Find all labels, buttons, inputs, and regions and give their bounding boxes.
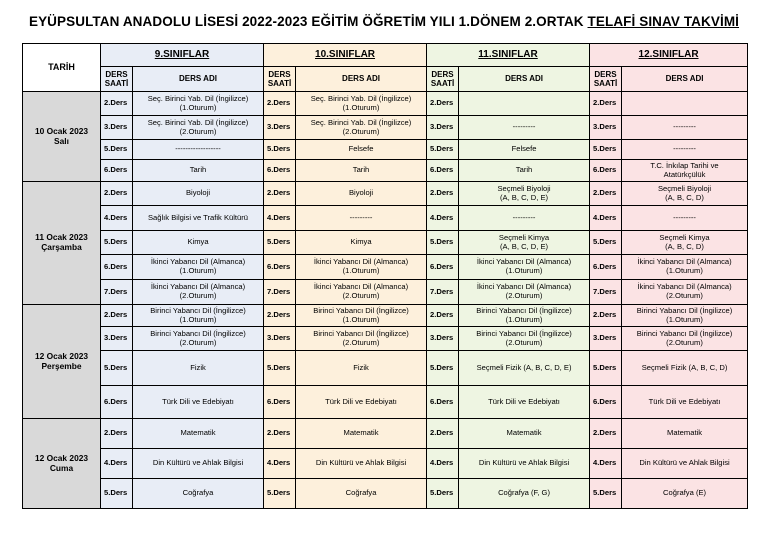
- ders-saati-cell: 3.Ders: [264, 116, 296, 140]
- ders-saati-cell: 5.Ders: [264, 479, 296, 509]
- ders-adi-cell: Fizik: [296, 351, 427, 386]
- ders-adi-cell: İkinci Yabancı Dil (Almanca) (2.Oturum): [133, 280, 264, 305]
- ders-saati-cell: 5.Ders: [264, 351, 296, 386]
- ders-saati-cell: 5.Ders: [590, 231, 622, 255]
- ders-saati-cell: 6.Ders: [264, 255, 296, 280]
- ders-adi-cell: Türk Dili ve Edebiyatı: [133, 386, 264, 419]
- subheader-row: [23, 67, 748, 92]
- table-row: [23, 479, 748, 509]
- grade-9-header: 9.SINIFLAR: [101, 44, 264, 67]
- ders-saati-cell: 2.Ders: [590, 305, 622, 327]
- ders-adi-cell: Felsefe: [459, 140, 590, 160]
- ders-adi-cell: ---------: [622, 206, 748, 231]
- ders-adi-cell: Coğrafya: [133, 479, 264, 509]
- ders-adi-cell: Birinci Yabancı Dil (İngilizce) (2.Oturum): [459, 327, 590, 351]
- exam-schedule-table: [22, 43, 748, 509]
- ders-adi-cell: Birinci Yabancı Dil (İngilizce) (1.Oturum): [133, 305, 264, 327]
- grade-header-row: [23, 44, 748, 67]
- ders-adi-cell: Din Kültürü ve Ahlak Bilgisi: [133, 449, 264, 479]
- ders-adi-cell: Türk Dili ve Edebiyatı: [622, 386, 748, 419]
- table-row: [23, 327, 748, 351]
- ders-adi-cell: ---------: [459, 116, 590, 140]
- ders-saati-cell: 5.Ders: [590, 479, 622, 509]
- ders-adi-cell: İkinci Yabancı Dil (Almanca) (2.Oturum): [622, 280, 748, 305]
- ders-adi-cell: Türk Dili ve Edebiyatı: [296, 386, 427, 419]
- ders-adi-cell: İkinci Yabancı Dil (Almanca) (1.Oturum): [622, 255, 748, 280]
- table-row: [23, 280, 748, 305]
- ders-saati-cell: 5.Ders: [590, 140, 622, 160]
- ders-adi-cell: Seçmeli Biyoloji (A, B, C, D): [622, 182, 748, 206]
- ders-saati-cell: 6.Ders: [427, 386, 459, 419]
- ders-saati-cell: 2.Ders: [590, 419, 622, 449]
- ders-saati-cell: 4.Ders: [101, 206, 133, 231]
- ders-saati-cell: 3.Ders: [590, 116, 622, 140]
- table-row: [23, 116, 748, 140]
- ders-saati-cell: 7.Ders: [427, 280, 459, 305]
- ders-adi-cell: Seç. Birinci Yab. Dil (İngilizce) (2.Oturum): [296, 116, 427, 140]
- ders-adi-cell: ------------------: [133, 140, 264, 160]
- ders-saati-cell: 6.Ders: [101, 255, 133, 280]
- ders-saati-cell: 6.Ders: [101, 386, 133, 419]
- ders-adi-cell: Matematik: [296, 419, 427, 449]
- title-main: EYÜPSULTAN ANADOLU LİSESİ 2022-2023 EĞİTİM ÖĞRETİM YILI 1.DÖNEM 2.ORTAK: [28, 14, 588, 29]
- ders-adi-cell: Fizik: [133, 351, 264, 386]
- table-row: [23, 305, 748, 327]
- ders-adi-cell: Din Kültürü ve Ahlak Bilgisi: [459, 449, 590, 479]
- ders-adi-cell: [459, 92, 590, 116]
- ders-adi-cell: Coğrafya (E): [622, 479, 748, 509]
- ders-adi-cell: Tarih: [459, 160, 590, 182]
- ders-adi-cell: Seçmeli Kimya (A, B, C, D, E): [459, 231, 590, 255]
- ders-saati-cell: 5.Ders: [101, 231, 133, 255]
- ders-adi-cell: Birinci Yabancı Dil (İngilizce) (1.Oturum): [622, 305, 748, 327]
- table-row: [23, 419, 748, 449]
- ders-adi-cell: Birinci Yabancı Dil (İngilizce) (1.Oturum): [296, 305, 427, 327]
- ders-saati-cell: 2.Ders: [264, 305, 296, 327]
- ders-saati-cell: 2.Ders: [427, 182, 459, 206]
- ders-saati-cell: 3.Ders: [590, 327, 622, 351]
- table-row: [23, 255, 748, 280]
- ders-saati-cell: 2.Ders: [427, 305, 459, 327]
- ders-saati-cell: 2.Ders: [264, 182, 296, 206]
- ders-saati-cell: 6.Ders: [590, 255, 622, 280]
- ders-saati-cell: 5.Ders: [264, 231, 296, 255]
- ders-adi-cell: Seçmeli Kimya (A, B, C, D): [622, 231, 748, 255]
- ders-saati-cell: 2.Ders: [101, 182, 133, 206]
- ders-saati-cell: 5.Ders: [427, 351, 459, 386]
- page-title: [0, 14, 768, 29]
- ders-adi-header: DERS ADI: [622, 67, 748, 92]
- ders-adi-cell: Felsefe: [296, 140, 427, 160]
- ders-saati-cell: 5.Ders: [590, 351, 622, 386]
- table-row: [23, 386, 748, 419]
- grade-10-header: 10.SINIFLAR: [264, 44, 427, 67]
- ders-adi-cell: Kimya: [133, 231, 264, 255]
- ders-adi-cell: Tarih: [296, 160, 427, 182]
- ders-adi-cell: İkinci Yabancı Dil (Almanca) (2.Oturum): [296, 280, 427, 305]
- ders-adi-cell: İkinci Yabancı Dil (Almanca) (1.Oturum): [459, 255, 590, 280]
- ders-saati-cell: 5.Ders: [101, 351, 133, 386]
- grade-12-header: 12.SINIFLAR: [590, 44, 748, 67]
- date-cell: [23, 305, 101, 419]
- ders-saati-cell: 5.Ders: [427, 479, 459, 509]
- ders-adi-cell: Biyoloji: [296, 182, 427, 206]
- ders-saati-header: DERS SAATİ: [264, 67, 296, 92]
- ders-adi-cell: Seçmeli Fizik (A, B, C, D): [622, 351, 748, 386]
- ders-adi-cell: Birinci Yabancı Dil (İngilizce) (2.Oturum): [133, 327, 264, 351]
- table-row: [23, 160, 748, 182]
- ders-adi-cell: Tarih: [133, 160, 264, 182]
- ders-saati-cell: 4.Ders: [101, 449, 133, 479]
- ders-adi-cell: Din Kültürü ve Ahlak Bilgisi: [296, 449, 427, 479]
- ders-saati-cell: 4.Ders: [264, 206, 296, 231]
- table-row: [23, 206, 748, 231]
- date-cell: [23, 92, 101, 182]
- ders-saati-cell: 5.Ders: [427, 231, 459, 255]
- ders-saati-cell: 6.Ders: [427, 255, 459, 280]
- ders-saati-cell: 4.Ders: [590, 206, 622, 231]
- ders-saati-cell: 3.Ders: [101, 116, 133, 140]
- date-cell: [23, 182, 101, 305]
- ders-adi-header: DERS ADI: [133, 67, 264, 92]
- ders-saati-cell: 3.Ders: [427, 116, 459, 140]
- ders-saati-cell: 5.Ders: [101, 140, 133, 160]
- ders-saati-header: DERS SAATİ: [427, 67, 459, 92]
- ders-adi-cell: T.C. İnkılap Tarihi ve Atatürkçülük: [622, 160, 748, 182]
- ders-adi-cell: Birinci Yabancı Dil (İngilizce) (1.Oturum): [459, 305, 590, 327]
- ders-adi-cell: Matematik: [459, 419, 590, 449]
- date-text: 12 Ocak 2023: [34, 452, 89, 463]
- tarih-header: TARİH: [23, 44, 101, 92]
- ders-saati-cell: 3.Ders: [427, 327, 459, 351]
- ders-saati-cell: 2.Ders: [264, 92, 296, 116]
- ders-adi-cell: Sağlık Bilgisi ve Trafik Kültürü: [133, 206, 264, 231]
- title-underlined: TELAFİ SINAV TAKVİMİ: [587, 14, 740, 29]
- ders-adi-cell: İkinci Yabancı Dil (Almanca) (2.Oturum): [459, 280, 590, 305]
- ders-adi-cell: Din Kültürü ve Ahlak Bilgisi: [622, 449, 748, 479]
- ders-saati-cell: 6.Ders: [590, 386, 622, 419]
- ders-saati-cell: 2.Ders: [264, 419, 296, 449]
- ders-saati-cell: 6.Ders: [264, 386, 296, 419]
- ders-saati-cell: 7.Ders: [101, 280, 133, 305]
- ders-saati-cell: 6.Ders: [101, 160, 133, 182]
- ders-adi-cell: ---------: [622, 140, 748, 160]
- ders-adi-cell: [622, 92, 748, 116]
- date-text: 11 Ocak 2023: [35, 232, 88, 243]
- grade-11-header: 11.SINIFLAR: [427, 44, 590, 67]
- ders-adi-cell: Seç. Birinci Yab. Dil (İngilizce) (1.Oturum): [296, 92, 427, 116]
- date-cell: [23, 419, 101, 509]
- weekday-text: Cuma: [49, 462, 74, 473]
- ders-adi-cell: Seçmeli Biyoloji (A, B, C, D, E): [459, 182, 590, 206]
- table-row: [23, 92, 748, 116]
- table-row: [23, 140, 748, 160]
- ders-adi-cell: Seç. Birinci Yab. Dil (İngilizce) (1.Oturum): [133, 92, 264, 116]
- ders-adi-cell: ---------: [296, 206, 427, 231]
- table-row: [23, 182, 748, 206]
- ders-saati-cell: 2.Ders: [590, 92, 622, 116]
- ders-saati-cell: 2.Ders: [427, 419, 459, 449]
- ders-saati-cell: 2.Ders: [427, 92, 459, 116]
- ders-saati-cell: 3.Ders: [264, 327, 296, 351]
- ders-saati-cell: 4.Ders: [427, 206, 459, 231]
- ders-adi-cell: Coğrafya: [296, 479, 427, 509]
- ders-adi-cell: Kimya: [296, 231, 427, 255]
- ders-saati-cell: 2.Ders: [101, 92, 133, 116]
- ders-saati-cell: 4.Ders: [264, 449, 296, 479]
- weekday-text: Perşembe: [41, 360, 82, 371]
- ders-saati-cell: 2.Ders: [101, 419, 133, 449]
- table-row: [23, 231, 748, 255]
- ders-adi-cell: Seçmeli Fizik (A, B, C, D, E): [459, 351, 590, 386]
- ders-saati-cell: 7.Ders: [590, 280, 622, 305]
- ders-adi-cell: ---------: [622, 116, 748, 140]
- ders-adi-cell: Türk Dili ve Edebiyatı: [459, 386, 590, 419]
- ders-saati-cell: 5.Ders: [264, 140, 296, 160]
- ders-adi-cell: İkinci Yabancı Dil (Almanca) (1.Oturum): [296, 255, 427, 280]
- table-row: [23, 351, 748, 386]
- ders-saati-cell: 5.Ders: [101, 479, 133, 509]
- ders-adi-cell: Biyoloji: [133, 182, 264, 206]
- ders-saati-cell: 4.Ders: [427, 449, 459, 479]
- ders-saati-cell: 2.Ders: [101, 305, 133, 327]
- ders-adi-cell: Seç. Birinci Yab. Dil (İngilizce) (2.Oturum): [133, 116, 264, 140]
- ders-adi-cell: İkinci Yabancı Dil (Almanca) (1.Oturum): [133, 255, 264, 280]
- ders-adi-cell: Birinci Yabancı Dil (İngilizce) (2.Oturum): [296, 327, 427, 351]
- table-row: [23, 449, 748, 479]
- ders-adi-cell: ---------: [459, 206, 590, 231]
- ders-adi-header: DERS ADI: [459, 67, 590, 92]
- ders-adi-cell: Coğrafya (F, G): [459, 479, 590, 509]
- ders-saati-cell: 6.Ders: [590, 160, 622, 182]
- ders-saati-cell: 3.Ders: [101, 327, 133, 351]
- ders-saati-cell: 4.Ders: [590, 449, 622, 479]
- ders-saati-cell: 2.Ders: [590, 182, 622, 206]
- date-text: 10 Ocak 2023: [34, 125, 89, 136]
- date-text: 12 Ocak 2023: [34, 350, 89, 361]
- ders-adi-cell: Birinci Yabancı Dil (İngilizce) (2.Oturum): [622, 327, 748, 351]
- ders-saati-cell: 6.Ders: [264, 160, 296, 182]
- ders-saati-cell: 6.Ders: [427, 160, 459, 182]
- ders-adi-cell: Matematik: [133, 419, 264, 449]
- weekday-text: Salı: [54, 135, 69, 146]
- ders-saati-cell: 5.Ders: [427, 140, 459, 160]
- schedule-body: [23, 92, 748, 509]
- ders-saati-header: DERS SAATİ: [590, 67, 622, 92]
- ders-saati-cell: 7.Ders: [264, 280, 296, 305]
- ders-adi-cell: Matematik: [622, 419, 748, 449]
- weekday-text: Çarşamba: [41, 242, 82, 252]
- ders-adi-header: DERS ADI: [296, 67, 427, 92]
- ders-saati-header: DERS SAATİ: [101, 67, 133, 92]
